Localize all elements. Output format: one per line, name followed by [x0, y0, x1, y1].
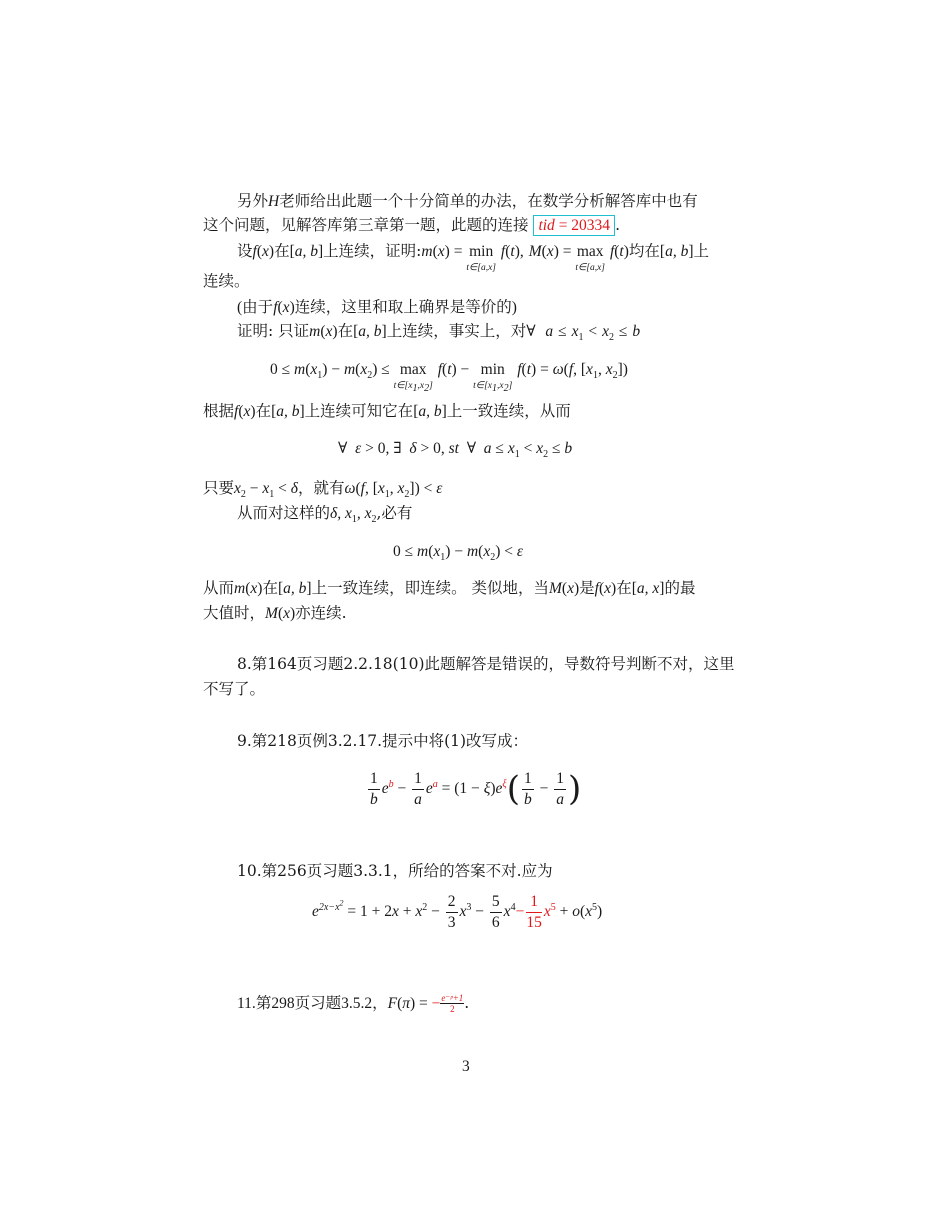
claim-line-1: 设f(x)在[a, b]上连续，证明:m(x) = min t∈[a,x] f(t), M(x) = max t∈[a,x] f(t)均在[a, b]上: [237, 242, 710, 273]
item-10-text: 10.第256页习题3.3.1，所给的答案不对.应为: [237, 862, 553, 880]
conclusion-line-1: 从而m(x)在[a, b]上一致连续，即连续。 类似地，当M(x)是f(x)在[a, x]的最: [203, 579, 696, 597]
item-11-text: 11.第298页习题3.5.2，F(π) = − $\frac{\text{e⁻ᵖ+1}}{2}$.: [237, 993, 470, 1014]
equation-2: ∀ ε > 0, ∃ δ > 0, st ∀ $a \le x_1 < x_2 \le b$: [338, 440, 573, 461]
item-9-text: 9.第218页例3.2.17.提示中将(1)改写成：: [237, 732, 529, 750]
page-number: 3: [462, 1058, 470, 1075]
item-8-line-2: 不写了。: [203, 680, 266, 698]
thus-text: 从而对这样的δ, $x_1$, $x_2$,必有: [237, 504, 413, 526]
conclusion-line-2: 大值时，M(x)亦连续.: [203, 604, 347, 622]
uniform-continuity-text: 根据f(x)在[a, b]上连续可知它在[a, b]上一致连续，从而: [203, 402, 571, 420]
tid-link[interactable]: tid = 20334: [533, 215, 615, 236]
claim-line-2: 连续。: [203, 272, 250, 290]
item-8-line-1: 8.第164页习题2.2.18(10)此题解答是错误的，导数符号判断不对，这里: [237, 655, 735, 673]
paragraph-1-line-1: 另外H老师给出此题一个十分简单的办法，在数学分析解答库中也有: [237, 192, 698, 210]
paragraph-1-line-2: 这个问题，见解答库第三章第一题，此题的连接 tid = 20334 .: [203, 216, 620, 234]
item-10-equation: $e^{2x-x^2} = 1 + 2x + x^2$ − $\frac{2}{3}$ $x^3$ − $\frac{5}{6}$ $x^4-$ $\frac{1}{15}$ $x^5 + o(x^5)$: [312, 892, 603, 931]
item-9-equation: $\frac{1}{b}$ $e^b$ − $\frac{1}{a}$ $e^a = (1 - \xi)e^\xi$( $\frac{1}{b}$ − $\frac{1}{a}$ ): [370, 769, 582, 809]
note-line: (由于f(x)连续，这里和取上确界是等价的): [237, 298, 517, 316]
proof-intro: 证明: 只证m(x)在[a, b]上连续，事实上，对∀ $a \le x_1 < x_2 \le b$: [237, 322, 641, 344]
equation-1: $0 \le m(x_1) - m(x_2) \le \max$ $t\in[x_1,x_2]$ f(t) − min $t\in[x_1,x_2]$ f(t) = ω(f, [$x_1$, $x_2$]): [270, 361, 628, 394]
only-if-text: 只要$x_2 - x_1 < \delta$，就有ω(f, [$x_1$, $x_2]) < \varepsilon$: [203, 479, 443, 501]
equation-3: $0 \le m(x_1) - m(x_2) < \varepsilon$: [393, 543, 523, 564]
